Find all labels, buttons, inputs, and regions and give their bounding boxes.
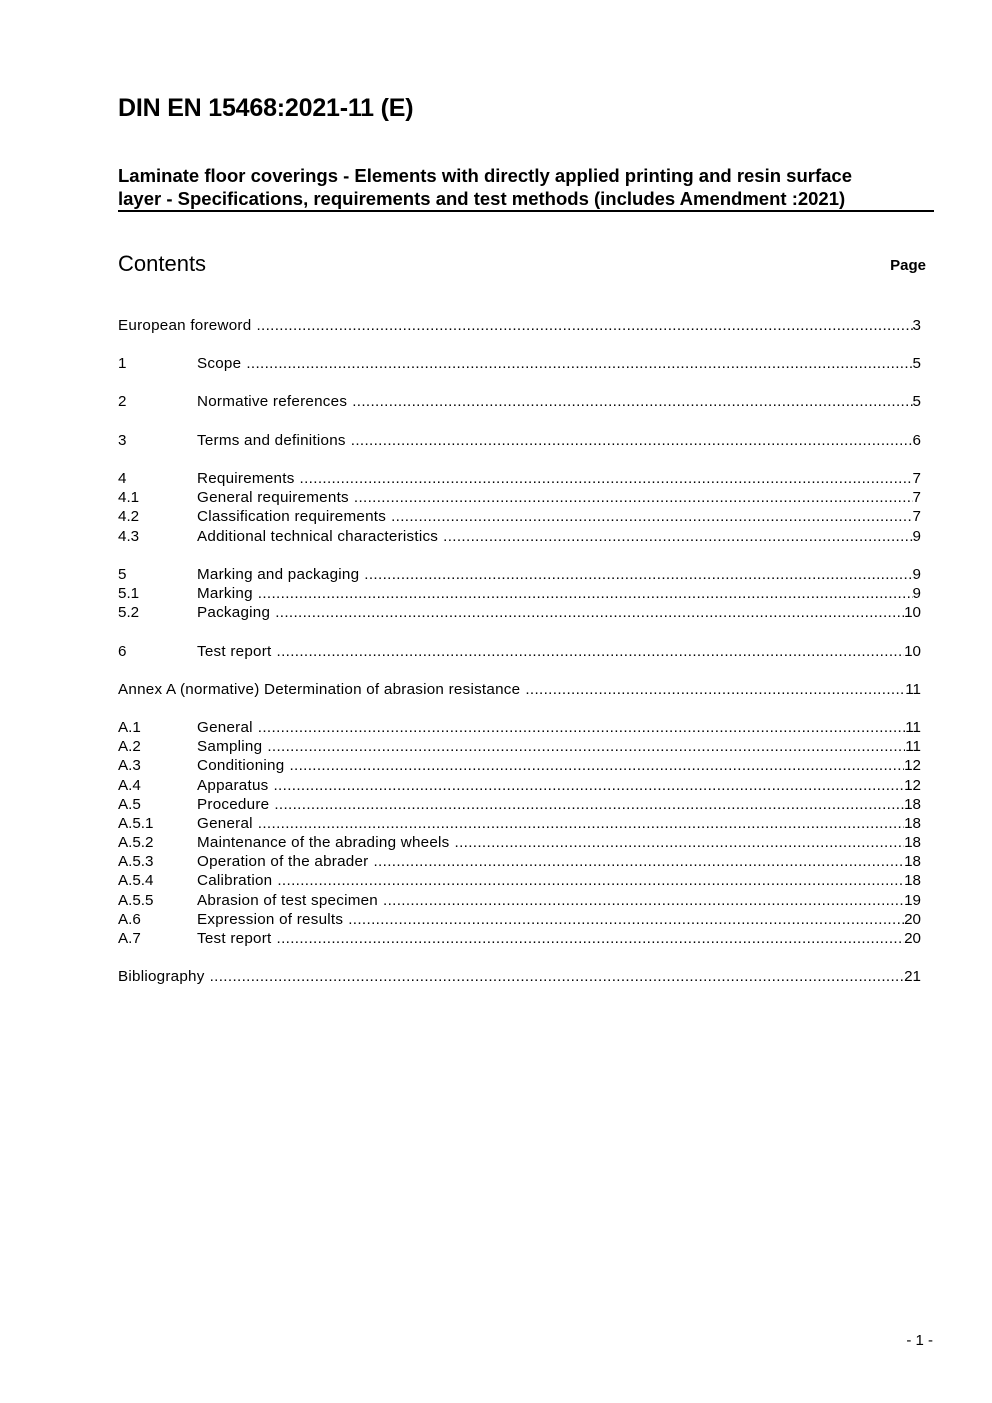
dot-leader — [277, 929, 905, 948]
toc-entry-number: 2 — [118, 393, 127, 410]
toc-entry-title: Expression of results — [197, 911, 344, 928]
toc-entry-number: 4.2 — [118, 508, 140, 525]
toc-entry-number: A.2 — [118, 738, 141, 755]
dot-leader — [289, 756, 904, 775]
toc-entry-number: A.3 — [118, 757, 141, 774]
toc-entry-title: Test report — [197, 930, 272, 947]
toc-entry-title: Annex A (normative) Determination of abrasion resistance — [118, 681, 521, 698]
toc-entry-number: A.5.3 — [118, 853, 154, 870]
toc-entry-number: 5.1 — [118, 585, 140, 602]
toc-entry-page: 11 — [905, 719, 921, 736]
toc-entry-number: 4.3 — [118, 528, 140, 545]
dot-leader — [258, 718, 905, 737]
toc-entry-bibliography[interactable] — [118, 967, 921, 987]
toc-entry-number: A.5.2 — [118, 834, 154, 851]
toc-entry-page: 9 — [912, 585, 921, 602]
toc-entry-general-requirements[interactable] — [118, 488, 921, 508]
toc-entry-page: 19 — [904, 892, 921, 909]
subtitle-line: layer - Specifications, requirements and test methods (includes Amendment :2021) — [118, 188, 846, 209]
toc-entry-number: 4 — [118, 470, 127, 487]
toc-entry-page: 10 — [904, 643, 921, 660]
toc-entry-annex-general[interactable] — [118, 718, 921, 738]
toc-entry-number: 3 — [118, 432, 127, 449]
toc-entry-conditioning[interactable] — [118, 756, 921, 776]
toc-entry-page: 21 — [904, 968, 921, 985]
dot-leader — [275, 603, 904, 622]
dot-leader — [391, 507, 912, 526]
toc-entry-number: A.6 — [118, 911, 141, 928]
toc-entry-annex-test-report[interactable] — [118, 929, 921, 949]
toc-entry-abrasion-of-test-specimen[interactable] — [118, 891, 921, 911]
toc-entry-title: Calibration — [197, 872, 273, 889]
toc-entry-title: General requirements — [197, 489, 349, 506]
toc-entry-number: A.5.4 — [118, 872, 154, 889]
toc-entry-page: 6 — [912, 432, 921, 449]
dot-leader — [525, 680, 905, 699]
toc-entry-terms-and-definitions[interactable] — [118, 431, 921, 451]
toc-entry-procedure[interactable] — [118, 795, 921, 815]
toc-entry-page: 20 — [904, 930, 921, 947]
toc-entry-calibration[interactable] — [118, 871, 921, 891]
toc-entry-title: Normative references — [197, 393, 348, 410]
toc-entry-title: Classification requirements — [197, 508, 387, 525]
toc-entry-page: 18 — [904, 796, 921, 813]
toc-entry-requirements[interactable] — [118, 469, 921, 489]
page-number: - 1 - — [906, 1332, 933, 1349]
dot-leader — [258, 814, 904, 833]
toc-entry-marking[interactable] — [118, 584, 921, 604]
toc-entry-classification-requirements[interactable] — [118, 507, 921, 527]
dot-leader — [354, 488, 913, 507]
toc-entry-expression-of-results[interactable] — [118, 910, 921, 930]
toc-entry-page: 9 — [912, 528, 921, 545]
toc-entry-title: Sampling — [197, 738, 263, 755]
toc-entry-page: 9 — [912, 566, 921, 583]
page-column-label: Page — [890, 257, 926, 274]
toc-entry-maintenance-of-abrading-wheels[interactable] — [118, 833, 921, 853]
toc-entry-page: 11 — [905, 738, 921, 755]
toc-entry-number: 6 — [118, 643, 127, 660]
toc-entry-operation-of-abrader[interactable] — [118, 852, 921, 872]
toc-entry-title: Packaging — [197, 604, 271, 621]
toc-entry-apparatus[interactable] — [118, 776, 921, 796]
toc-entry-title: Scope — [197, 355, 242, 372]
dot-leader — [352, 392, 912, 411]
dot-leader — [273, 776, 904, 795]
dot-leader — [246, 354, 912, 373]
toc-entry-page: 3 — [912, 317, 921, 334]
toc-entry-number: A.5.5 — [118, 892, 154, 909]
toc-entry-marking-and-packaging[interactable] — [118, 565, 921, 585]
toc-entry-number: 4.1 — [118, 489, 140, 506]
toc-entry-page: 11 — [905, 681, 921, 698]
dot-leader — [277, 871, 904, 890]
toc-entry-page: 18 — [904, 872, 921, 889]
toc-entry-number: A.5.1 — [118, 815, 154, 832]
toc-entry-title: Procedure — [197, 796, 270, 813]
toc-entry-page: 20 — [904, 911, 921, 928]
toc-entry-test-report[interactable] — [118, 642, 921, 662]
dot-leader — [274, 795, 904, 814]
toc-entry-number: A.7 — [118, 930, 141, 947]
toc-entry-title: Test report — [197, 643, 272, 660]
toc-entry-number: A.4 — [118, 777, 141, 794]
contents-heading: Contents — [118, 251, 207, 276]
toc-entry-title: Conditioning — [197, 757, 285, 774]
toc-entry-page: 7 — [912, 508, 921, 525]
toc-entry-title: Terms and definitions — [197, 432, 346, 449]
dot-leader — [364, 565, 912, 584]
toc-entry-number: 5 — [118, 566, 127, 583]
dot-leader — [383, 891, 904, 910]
toc-entry-normative-references[interactable] — [118, 392, 921, 412]
dot-leader — [443, 527, 912, 546]
toc-entry-procedure-general[interactable] — [118, 814, 921, 834]
toc-entry-annex-a[interactable] — [118, 680, 921, 700]
dot-leader — [348, 910, 904, 929]
toc-entry-title: Additional technical characteristics — [197, 528, 439, 545]
toc-entry-page: 7 — [912, 489, 921, 506]
toc-entry-title: Requirements — [197, 470, 295, 487]
toc-entry-scope[interactable] — [118, 354, 921, 374]
toc-entry-page: 10 — [904, 604, 921, 621]
toc-entry-title: Operation of the abrader — [197, 853, 369, 870]
toc-entry-number: A.1 — [118, 719, 141, 736]
dot-leader — [300, 469, 913, 488]
toc-entry-european-foreword[interactable] — [118, 316, 921, 336]
dot-leader — [267, 737, 905, 756]
toc-entry-page: 18 — [904, 815, 921, 832]
toc-entry-title: Marking — [197, 585, 253, 602]
dot-leader — [277, 642, 905, 661]
dot-leader — [258, 584, 913, 603]
toc-entry-page: 12 — [904, 757, 921, 774]
toc-entry-title: General — [197, 719, 253, 736]
toc-entry-title: General — [197, 815, 253, 832]
toc-entry-number: A.5 — [118, 796, 141, 813]
dot-leader — [455, 833, 905, 852]
dot-leader — [256, 316, 912, 335]
toc-entry-page: 5 — [912, 393, 921, 410]
toc-entry-page: 7 — [912, 470, 921, 487]
toc-entry-number: 1 — [118, 355, 127, 372]
dot-leader — [373, 852, 904, 871]
toc-entry-page: 18 — [904, 853, 921, 870]
toc-entry-number: 5.2 — [118, 604, 140, 621]
toc-entry-title: European foreword — [118, 317, 252, 334]
dot-leader — [210, 967, 905, 986]
toc-entry-page: 5 — [912, 355, 921, 372]
toc-entry-sampling[interactable] — [118, 737, 921, 757]
toc-entry-page: 18 — [904, 834, 921, 851]
document-subtitle — [118, 164, 934, 212]
toc-entry-title: Apparatus — [197, 777, 269, 794]
document-title: DIN EN 15468:2021-11 (E) — [118, 94, 414, 122]
subtitle-line: Laminate floor coverings - Elements with directly applied printing and resin surface — [118, 165, 852, 186]
toc-entry-title: Marking and packaging — [197, 566, 360, 583]
toc-entry-packaging[interactable] — [118, 603, 921, 623]
toc-entry-page: 12 — [904, 777, 921, 794]
toc-entry-title: Abrasion of test specimen — [197, 892, 378, 909]
dot-leader — [351, 431, 913, 450]
toc-entry-title: Bibliography — [118, 968, 205, 985]
toc-entry-additional-technical-characteristics[interactable] — [118, 527, 921, 547]
toc-entry-title: Maintenance of the abrading wheels — [197, 834, 450, 851]
